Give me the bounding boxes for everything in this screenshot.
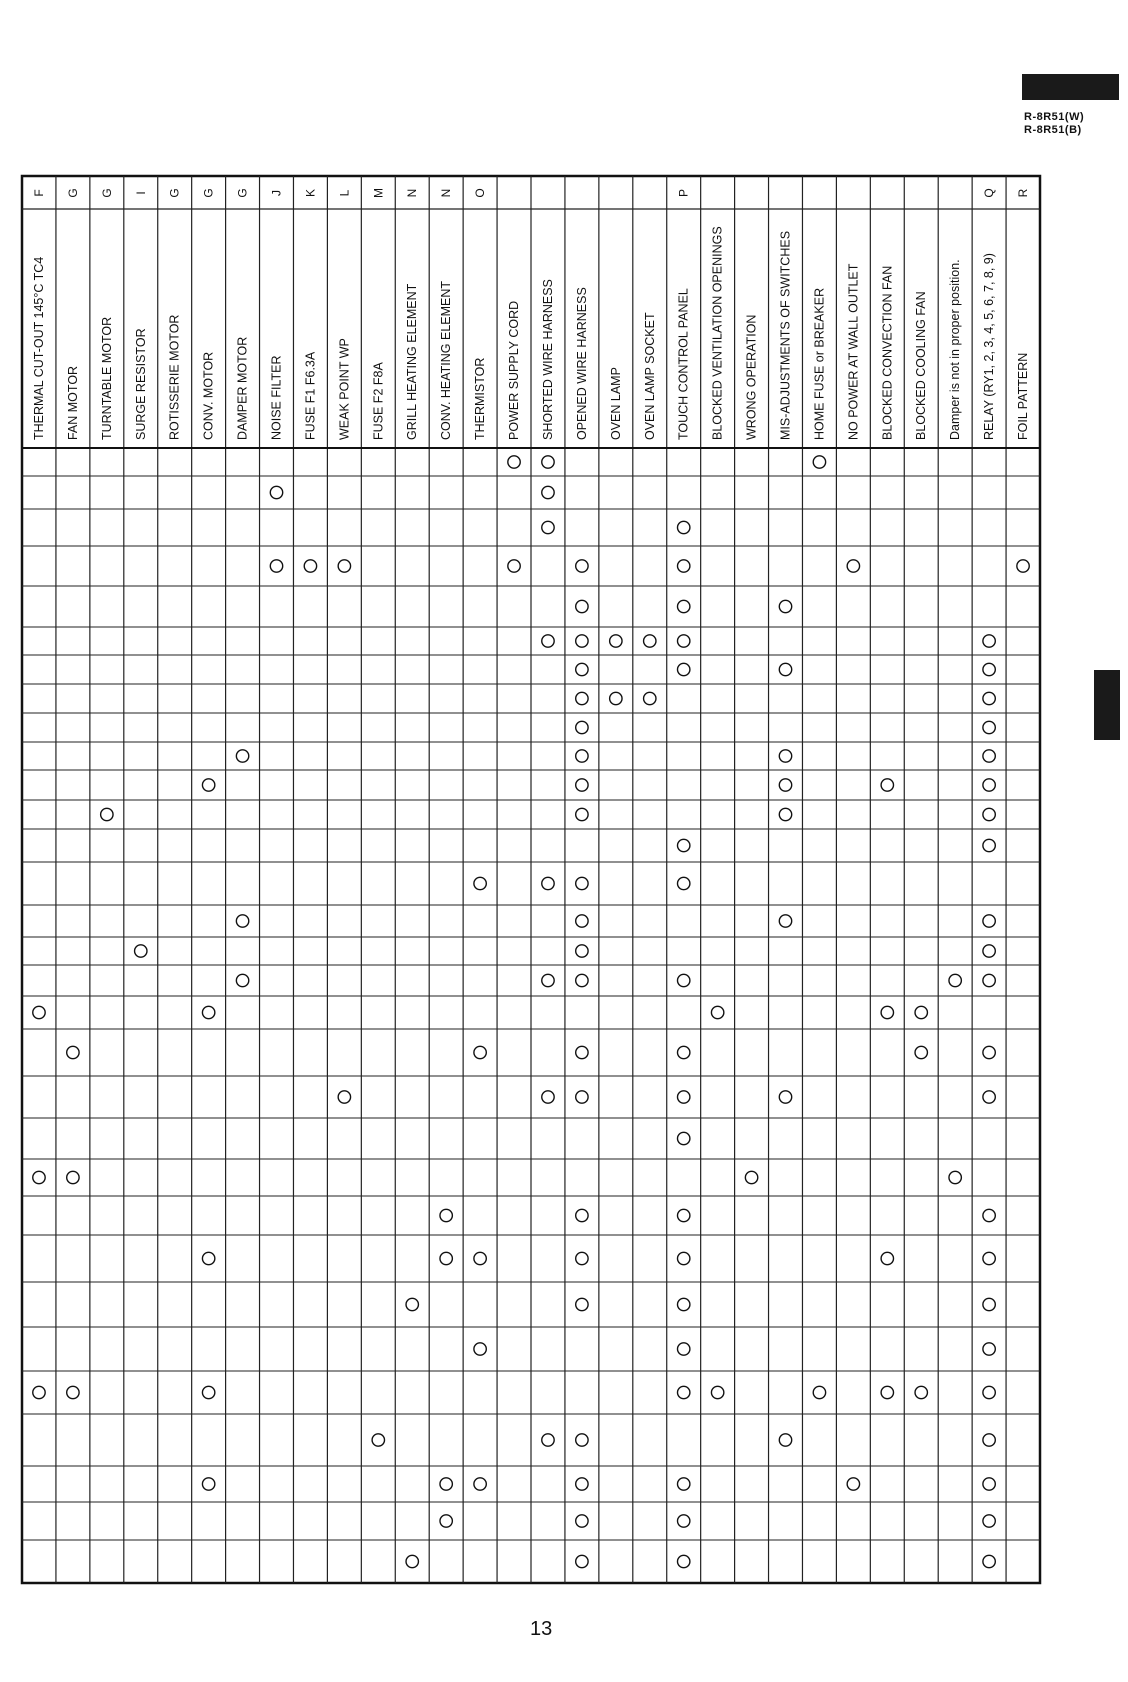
mark-O: [202, 1386, 214, 1398]
mark-O: [915, 1046, 927, 1058]
mark-O: [983, 750, 995, 762]
mark-O: [440, 1209, 452, 1221]
mark-O: [576, 1091, 588, 1103]
mark-O: [813, 1386, 825, 1398]
column-label: FAN MOTOR: [65, 365, 80, 440]
column-label: DAMPER MOTOR: [235, 336, 250, 440]
mark-O: [338, 1091, 350, 1103]
mark-O: [779, 1434, 791, 1446]
mark-O: [678, 1478, 690, 1490]
column-label: WRONG OPERATION: [744, 314, 759, 440]
mark-O: [678, 521, 690, 533]
mark-O: [678, 839, 690, 851]
mark-O: [678, 635, 690, 647]
mark-O: [236, 750, 248, 762]
mark-O: [983, 1046, 995, 1058]
mark-O: [813, 456, 825, 468]
mark-O: [508, 456, 520, 468]
column-label: POWER SUPPLY CORD: [507, 300, 522, 440]
mark-O: [576, 1252, 588, 1264]
model-number-black: R-8R51(B): [1024, 124, 1082, 136]
mark-O: [576, 560, 588, 572]
column-label: NO POWER AT WALL OUTLET: [846, 263, 861, 440]
mark-O: [576, 877, 588, 889]
mark-O: [101, 808, 113, 820]
mark-O: [406, 1298, 418, 1310]
mark-O: [983, 1515, 995, 1527]
mark-O: [779, 1091, 791, 1103]
column-code: N: [439, 188, 454, 198]
column-label: THERMAL CUT-OUT 145°C TC4: [31, 256, 46, 440]
mark-O: [542, 877, 554, 889]
mark-O: [678, 1252, 690, 1264]
mark-O: [33, 1171, 45, 1183]
mark-O: [474, 1478, 486, 1490]
mark-O: [576, 1515, 588, 1527]
mark-O: [678, 1046, 690, 1058]
mark-O: [678, 1091, 690, 1103]
mark-O: [949, 1171, 961, 1183]
mark-O: [881, 1386, 893, 1398]
mark-O: [67, 1171, 79, 1183]
column-label: BLOCKED COOLING FAN: [914, 291, 929, 440]
mark-O: [576, 750, 588, 762]
column-code: G: [167, 188, 182, 198]
mark-O: [1017, 560, 1029, 572]
mark-O: [711, 1006, 723, 1018]
column-label: CONV. HEATING ELEMENT: [439, 280, 454, 440]
mark-O: [678, 1555, 690, 1567]
column-label: TOUCH CONTROL PANEL: [676, 288, 691, 440]
mark-O: [270, 560, 282, 572]
mark-O: [576, 635, 588, 647]
mark-O: [542, 1434, 554, 1446]
mark-O: [304, 560, 316, 572]
mark-O: [33, 1006, 45, 1018]
mark-O: [440, 1515, 452, 1527]
mark-O: [983, 915, 995, 927]
mark-O: [779, 663, 791, 675]
mark-O: [983, 808, 995, 820]
column-label: ROTISSERIE MOTOR: [167, 314, 182, 440]
mark-O: [881, 1252, 893, 1264]
mark-O: [983, 1386, 995, 1398]
mark-O: [338, 560, 350, 572]
mark-O: [678, 1209, 690, 1221]
mark-O: [576, 1434, 588, 1446]
mark-O: [847, 1478, 859, 1490]
column-label: TURNTABLE MOTOR: [99, 316, 114, 440]
mark-O: [983, 721, 995, 733]
column-label: OPENED WIRE HARNESS: [574, 287, 589, 440]
mark-O: [236, 974, 248, 986]
mark-O: [983, 1434, 995, 1446]
column-code: J: [269, 190, 284, 196]
column-label: SHORTED WIRE HARNESS: [540, 279, 555, 440]
mark-O: [508, 560, 520, 572]
mark-O: [678, 1343, 690, 1355]
column-code: P: [676, 188, 691, 198]
mark-O: [202, 1006, 214, 1018]
mark-O: [881, 1006, 893, 1018]
column-label: RELAY (RY1, 2, 3, 4, 5, 6, 7, 8, 9): [982, 253, 997, 440]
mark-O: [474, 1046, 486, 1058]
mark-O: [33, 1386, 45, 1398]
mark-O: [202, 779, 214, 791]
mark-O: [983, 1209, 995, 1221]
mark-O: [915, 1386, 927, 1398]
column-code: Q: [982, 188, 997, 198]
mark-O: [67, 1046, 79, 1058]
column-label: OVEN LAMP SOCKET: [642, 312, 657, 440]
mark-O: [983, 779, 995, 791]
column-code: G: [235, 188, 250, 198]
mark-O: [678, 663, 690, 675]
mark-O: [678, 1298, 690, 1310]
mark-O: [236, 915, 248, 927]
mark-O: [474, 877, 486, 889]
mark-O: [983, 663, 995, 675]
mark-O: [67, 1386, 79, 1398]
mark-O: [983, 692, 995, 704]
column-code: N: [405, 188, 420, 198]
mark-O: [983, 1343, 995, 1355]
mark-O: [576, 1046, 588, 1058]
mark-O: [576, 779, 588, 791]
column-code: M: [371, 188, 386, 198]
column-code: F: [31, 189, 46, 197]
mark-O: [678, 877, 690, 889]
mark-O: [135, 945, 147, 957]
mark-O: [678, 560, 690, 572]
column-label: Damper is not in proper position.: [948, 259, 963, 440]
mark-O: [542, 456, 554, 468]
mark-O: [779, 779, 791, 791]
column-label: BLOCKED CONVECTION FAN: [880, 265, 895, 440]
mark-O: [576, 915, 588, 927]
mark-O: [983, 1555, 995, 1567]
mark-O: [202, 1478, 214, 1490]
mark-O: [881, 779, 893, 791]
mark-O: [983, 945, 995, 957]
mark-O: [610, 635, 622, 647]
mark-O: [678, 1515, 690, 1527]
column-label: BLOCKED VENTILATION OPENINGS: [710, 226, 725, 440]
mark-O: [542, 521, 554, 533]
mark-O: [983, 1091, 995, 1103]
column-code: O: [473, 188, 488, 198]
mark-O: [983, 974, 995, 986]
mark-O: [678, 1386, 690, 1398]
column-label: FOIL PATTERN: [1016, 352, 1031, 440]
column-label: FUSE F1 F6.3A: [303, 351, 318, 440]
mark-O: [576, 1298, 588, 1310]
mark-O: [983, 1252, 995, 1264]
column-code: K: [303, 188, 318, 198]
mark-O: [202, 1252, 214, 1264]
page-number: 13: [530, 1618, 553, 1640]
column-label: WEAK POINT WP: [337, 338, 352, 440]
column-label: GRILL HEATING ELEMENT: [405, 283, 420, 440]
mark-O: [576, 1478, 588, 1490]
mark-O: [576, 663, 588, 675]
mark-O: [983, 635, 995, 647]
mark-O: [542, 486, 554, 498]
mark-O: [576, 721, 588, 733]
column-label: SURGE RESISTOR: [133, 328, 148, 440]
column-label: HOME FUSE or BREAKER: [812, 287, 827, 440]
mark-O: [372, 1434, 384, 1446]
mark-O: [779, 750, 791, 762]
mark-O: [576, 1209, 588, 1221]
mark-O: [576, 1555, 588, 1567]
mark-O: [779, 808, 791, 820]
column-code: L: [337, 189, 352, 197]
column-code: I: [133, 191, 148, 195]
column-label: THERMISTOR: [473, 357, 488, 440]
mark-O: [474, 1343, 486, 1355]
mark-O: [576, 974, 588, 986]
mark-O: [576, 692, 588, 704]
column-code: G: [201, 188, 216, 198]
mark-O: [576, 600, 588, 612]
mark-O: [644, 692, 656, 704]
mark-O: [847, 560, 859, 572]
mark-O: [983, 1478, 995, 1490]
column-label: NOISE FILTER: [269, 355, 284, 440]
mark-O: [678, 1132, 690, 1144]
column-label: FUSE F2 F8A: [371, 362, 386, 440]
column-code: G: [99, 188, 114, 198]
column-label: CONV. MOTOR: [201, 351, 216, 440]
mark-O: [678, 974, 690, 986]
mark-O: [406, 1555, 418, 1567]
mark-O: [779, 915, 791, 927]
column-code: R: [1016, 188, 1031, 198]
mark-O: [711, 1386, 723, 1398]
mark-O: [576, 945, 588, 957]
mark-O: [779, 600, 791, 612]
mark-O: [270, 486, 282, 498]
mark-O: [745, 1171, 757, 1183]
mark-O: [949, 974, 961, 986]
mark-O: [678, 600, 690, 612]
mark-O: [983, 1298, 995, 1310]
mark-O: [915, 1006, 927, 1018]
mark-O: [576, 808, 588, 820]
mark-O: [644, 635, 656, 647]
mark-O: [542, 974, 554, 986]
mark-O: [983, 839, 995, 851]
mark-O: [440, 1478, 452, 1490]
mark-O: [440, 1252, 452, 1264]
mark-O: [474, 1252, 486, 1264]
column-code: G: [65, 188, 80, 198]
mark-O: [542, 1091, 554, 1103]
column-label: OVEN LAMP: [608, 367, 623, 440]
mark-O: [542, 635, 554, 647]
column-label: MIS-ADJUSTMENTS OF SWITCHES: [778, 230, 793, 440]
model-number-white: R-8R51(W): [1024, 111, 1085, 123]
mark-O: [610, 692, 622, 704]
